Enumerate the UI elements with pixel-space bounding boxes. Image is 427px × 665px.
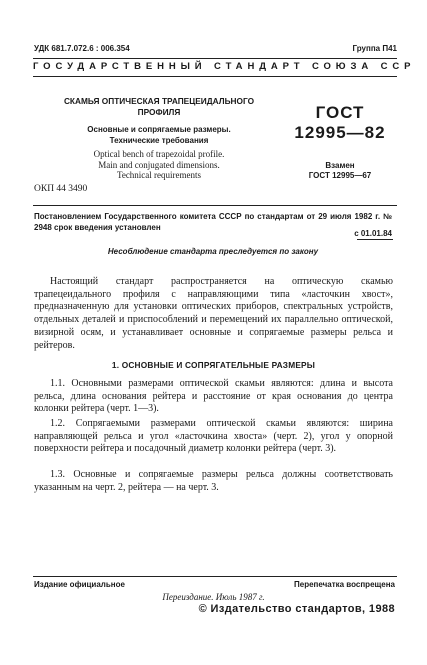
publisher-copyright: © Издательство стандартов, 1988 [198,603,395,615]
gost-designation [288,103,392,181]
header-rule-top [33,58,397,59]
replaces-value: ГОСТ 12995—67 [308,171,372,180]
reissue-note: Переиздание. Июль 1987 г. [162,592,265,602]
section-heading: 1. ОСНОВНЫЕ И СОПРЯГАТЕЛЬНЫЕ РАЗМЕРЫ [111,360,316,370]
title-en-line: Technical requirements [116,170,202,180]
effective-date: с 01.01.84 [354,229,392,238]
reprint-prohibited-label: Перепечатка воспрещена [294,580,395,589]
decree-rule [33,205,397,206]
title-sub-line: Технические требования [109,135,209,145]
official-edition-label: Издание официальное [34,580,125,589]
title-sub-line: Основные и сопрягаемые размеры. [87,125,231,134]
replaces-label: Взамен [325,161,355,170]
title-subtitle [44,125,274,146]
title-main-line: СКАМЬЯ ОПТИЧЕСКАЯ ТРАПЕЦЕИДАЛЬНОГО [63,96,255,106]
title-main-line: ПРОФИЛЯ [137,107,181,117]
paragraph-1-3: 1.3. Основные и сопрягаемые размеры рельса должны соответствовать указанным на черт. 2, рейтера — на черт. 3. [34,469,393,493]
okp-code: ОКП 44 3490 [34,184,88,194]
gost-number: 12995—82 [294,123,386,142]
udk-code: УДК 681.7.072.6 : 006.354 [34,44,130,53]
paragraph-1-2: 1.2. Сопрягаемыми размерами оптической скамьи являются: ширина направляющей рельса и угол «ласточкина хвоста» (черт. 2), угол у опорной поверхности рейтера и посадочный диаметр колонки рейтера (черт. 3). [34,418,393,455]
effective-date-underline [357,239,393,240]
paragraph-1-1: 1.1. Основными размерами оптической скамьи являются: длина и высота рельса, длина основания рейтера и расстояние от края основания до центра колонки рейтера (черт. 1—3). [34,378,393,415]
state-standard-banner: ГОСУДАРСТВЕННЫЙ СТАНДАРТ СОЮЗА ССР [33,61,416,72]
legal-warning: Несоблюдение стандарта преследуется по закону [107,247,319,256]
decree-text: Постановлением Государственного комитета СССР по стандартам от 29 июля 1982 г. № 2948 срок введения установлен [34,212,392,232]
title-en-line: Main and conjugated dimensions. [98,159,220,170]
replaces-block [288,161,392,181]
gost-label: ГОСТ [315,103,365,122]
group-code: Группа П41 [352,44,397,53]
title-en-line: Optical bench of trapezoidal profile. [93,149,225,159]
title-block [44,96,274,181]
title-english [44,149,274,181]
title-main [44,96,274,118]
footer-rule [33,576,397,577]
header-rule-bottom [33,76,397,77]
intro-paragraph: Настоящий стандарт распространяется на оптическую скамью трапецеидального профиля с направляющими типа «ласточкин хвост», предназначенную для установки оптических приборов, спектральных устройств, отдельных деталей и приспособлений и перемещений их параллельно оптической, визирной осям, и устанавливает основные и сопрягаемые размеры рельса и рейтеров. [34,276,393,351]
